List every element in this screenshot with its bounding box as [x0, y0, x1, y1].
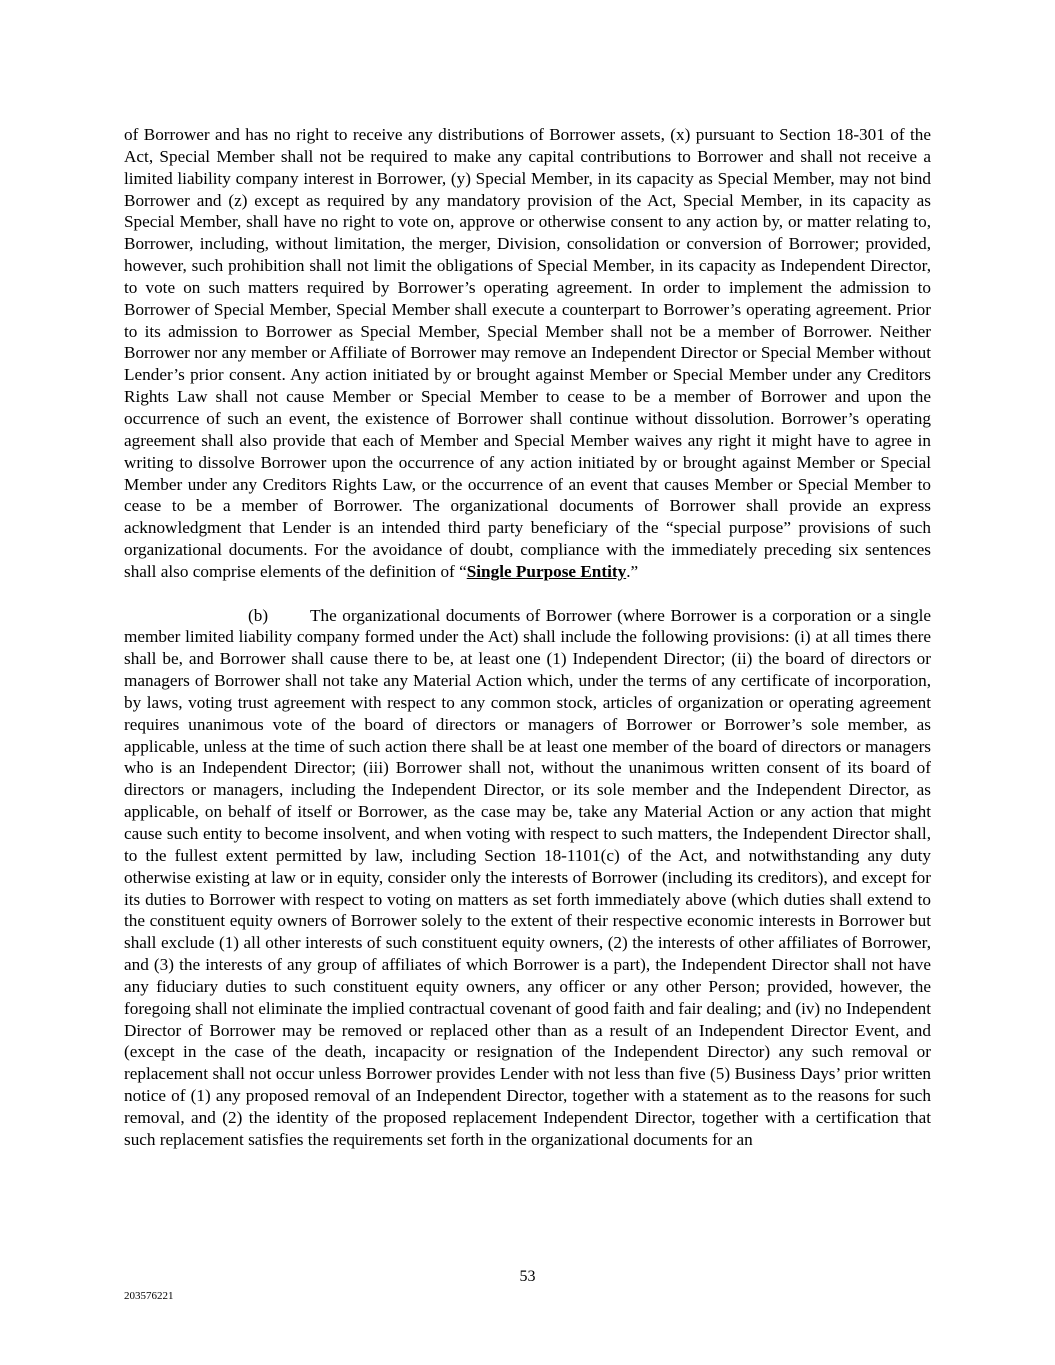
paragraph-1-closing: .”	[626, 561, 639, 581]
document-body	[124, 124, 931, 1151]
paragraph-b-text: The organizational documents of Borrower (where Borrower is a corporation or a single member limited liability company formed under the Act) shall include the following provisions: (i) at all times there shall be, and Borrower shall cause there to be, at least one (1) Independent Director; (ii) the board of directors or managers of Borrower shall not take any Material Action which, under the terms of any certificate of incorporation, by laws, voting trust agreement with respect to any common stock, articles of organization or operating agreement requires unanimous vote of the board of directors or managers of Borrower or Borrower’s sole member, as applicable, unless at the time of such action there shall be at least one member of the board of directors or managers who is an Independent Director; (iii) Borrower shall not, without the unanimous written consent of its board of directors or managers, including the Independent Director, or its sole member and the Independent Director, as applicable, on behalf of itself or Borrower, as the case may be, take any Material Action or any action that might cause such entity to become insolvent, and when voting with respect to such matters, the Independent Director shall, to the fullest extent permitted by law, including Section 18-1101(c) of the Act, and notwithstanding any duty otherwise existing at law or in equity, consider only the interests of Borrower (including its creditors), and except for its duties to Borrower with respect to voting on matters as set forth immediately above (which duties shall extend to the constituent equity owners of Borrower solely to the extent of their respective economic interests in Borrower but shall exclude (1) all other interests of such constituent equity owners, (2) the interests of other affiliates of Borrower, and (3) the interests of any group of affiliates of which Borrower is a part), the Independent Director shall not have any fiduciary duties to such constituent equity owners, any officer or any other Person; provided, however, the foregoing shall not eliminate the implied contractual covenant of good faith and fair dealing; and (iv) no Independent Director of Borrower may be removed or replaced other than as a result of an Independent Director Event, and (except in the case of the death, incapacity or resignation of the Independent Director) any such removal or replacement shall not occur unless Borrower provides Lender with not less than five (5) Business Days’ prior written notice of (1) any proposed removal of an Independent Director, together with a statement as to the reasons for such removal, and (2) the identity of the proposed replacement Independent Director, together with a certification that such replacement satisfies the requirements set forth in the organizational documents for an	[124, 605, 931, 1149]
paragraph-b	[124, 605, 931, 1151]
paragraph-b-enumerator: (b)	[248, 605, 269, 625]
page-number: 53	[519, 1268, 536, 1285]
document-id: 203576221	[124, 1290, 174, 1302]
paragraph-continuation	[124, 124, 931, 583]
defined-term-single-purpose-entity: Single Purpose Entity	[466, 561, 627, 581]
paragraph-1-text: of Borrower and has no right to receive any distributions of Borrower assets, (x) pursuant to Section 18-301 of the Act, Special Member shall not be required to make any capital contributions to Borrower and shall not receive a limited liability company interest in Borrower, (y) Special Member, in its capacity as Special Member, may not bind Borrower and (z) except as required by any mandatory provision of the Act, Special Member, in its capacity as Special Member, shall have no right to vote on, approve or otherwise consent to any action by, or matter relating to, Borrower, including, without limitation, the merger, Division, consolidation or conversion of Borrower; provided, however, such prohibition shall not limit the obligations of Special Member, in its capacity as Independent Director, to vote on such matters required by Borrower’s operating agreement. In order to implement the admission to Borrower of Special Member, Special Member shall execute a counterpart to Borrower’s operating agreement. Prior to its admission to Borrower as Special Member, Special Member shall not be a member of Borrower. Neither Borrower nor any member or Affiliate of Borrower may remove an Independent Director or Special Member without Lender’s prior consent. Any action initiated by or brought against Member or Special Member under any Creditors Rights Law shall not cause Member or Special Member to cease to be a member of Borrower and upon the occurrence of such an event, the existence of Borrower shall continue without dissolution. Borrower’s operating agreement shall also provide that each of Member and Special Member waives any right it might have to agree in writing to dissolve Borrower upon the occurrence of any action initiated by or brought against Member or Special Member under any Creditors Rights Law, or the occurrence of an event that causes Member or Special Member to cease to be a member of Borrower. The organizational documents of Borrower shall provide an express acknowledgment that Lender is an intended third party beneficiary of the “special purpose” provisions of such organizational documents. For the avoidance of doubt, compliance with the immediately preceding six sentences shall also comprise elements of the definition of “	[124, 125, 931, 581]
